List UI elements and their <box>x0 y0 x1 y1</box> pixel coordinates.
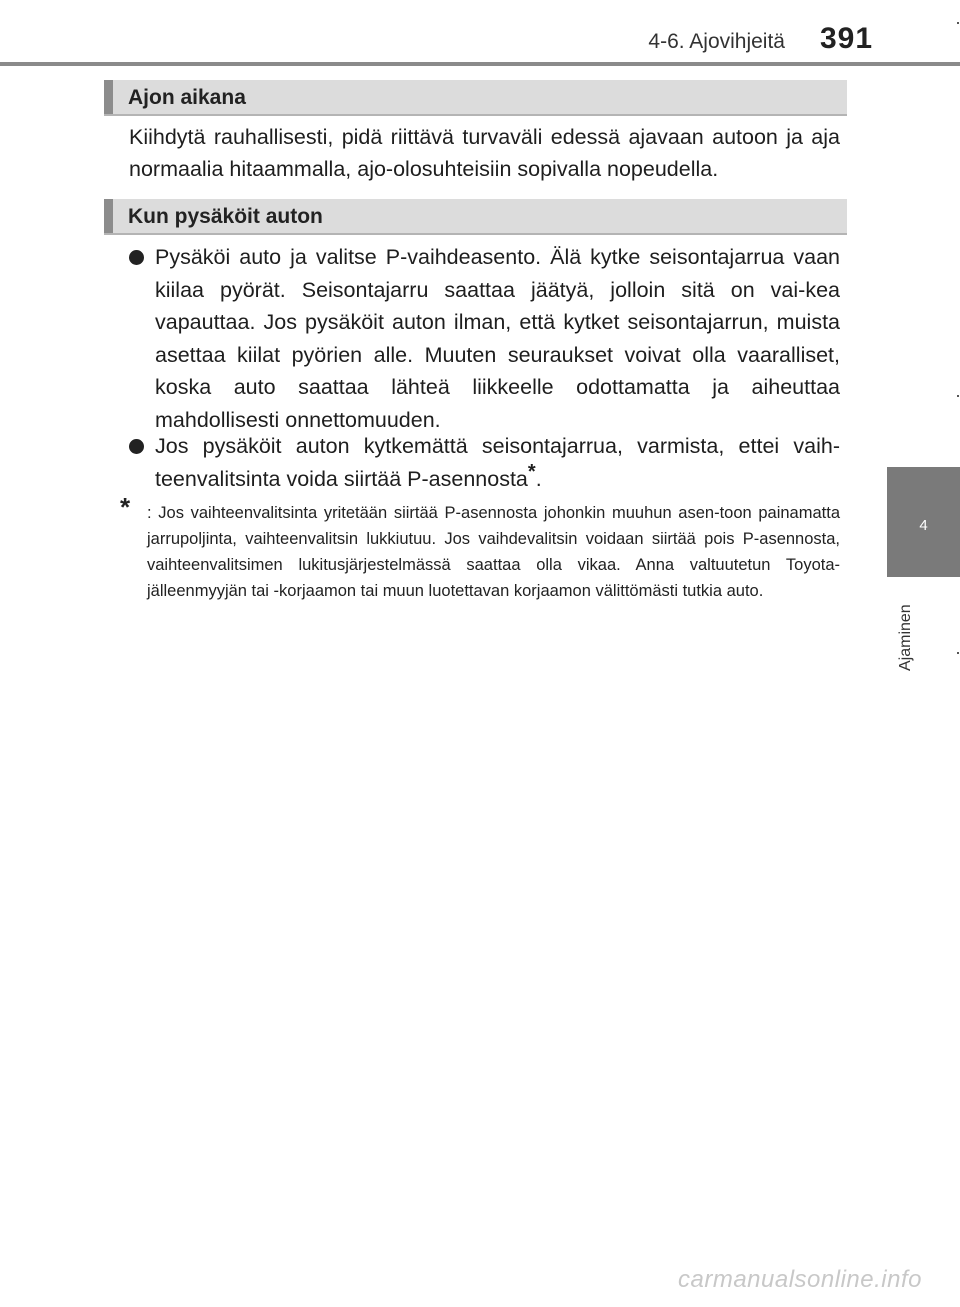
bullet-text-wrapper <box>155 430 840 495</box>
header-divider <box>0 62 960 66</box>
bullet-item <box>129 430 840 495</box>
heading-accent <box>104 80 113 114</box>
bullet-text: Pysäköi auto ja valitse P-vaihdeasento. Älä kytke seisontajarrua vaan kiilaa pyörät. Seisontajarru saattaa jäätyä, jolloin sitä on vai-kea vapauttaa. Jos pysäköit auton ilman, että kytket seisontajarrun, muista asettaa kiilat pyörien alle. Muuten seuraukset voivat olla vaaralliset, koska auto saattaa lähteä liikkeelle odottamatta ja aiheuttaa mahdollisesti onnettomuuden. <box>155 245 840 432</box>
footnote-text: : Jos vaihteenvalitsinta yritetään siirtää P-asennosta johonkin muuhun asen-toon painamatta jarrupoljinta, vaihteenvalitsin lukkiutuu. Jos vaihdevalitsin voidaan siirtää pois P-asennosta, vaihteenvalitsimen lukitusjärjestelmässä saattaa olla vikaa. Anna valtuutetun Toyota-jälleenmyyjän tai -korjaamon tai muun luotettavan korjaamon välittömästi tutkia auto. <box>147 504 840 600</box>
chapter-title: Ajaminen <box>897 604 914 671</box>
bullet-dot-icon <box>129 439 144 454</box>
heading-text: Ajon aikana <box>128 86 246 109</box>
margin-tick <box>957 395 959 397</box>
watermark: carmanualsonline.info <box>678 1266 922 1293</box>
bullet-dot-icon <box>129 250 144 265</box>
margin-tick <box>957 22 959 24</box>
heading-text: Kun pysäköit auton <box>128 205 323 228</box>
chapter-number: 4 <box>919 517 928 534</box>
heading-accent <box>104 199 113 233</box>
footnote <box>120 492 840 604</box>
chapter-tab <box>887 467 960 577</box>
section-heading-parking <box>104 199 847 235</box>
bullet-item <box>129 241 840 436</box>
driving-paragraph: Kiihdytä rauhallisesti, pidä riittävä turvaväli edessä ajavaan autoon ja aja normaalia hitaammalla, ajo-olosuhteisiin sopivalla nopeudella. <box>129 125 840 181</box>
section-title: 4-6. Ajovihjeitä <box>648 30 785 53</box>
bullet-text: Jos pysäköit auton kytkemättä seisontajarrua, varmista, ettei vaih-teenvalitsinta voida siirtää P-asennosta <box>155 434 840 491</box>
page-number: 391 <box>820 22 874 55</box>
margin-tick <box>957 652 959 654</box>
footnote-marker: * <box>120 492 131 522</box>
bullet-suffix: . <box>535 466 542 491</box>
section-heading-driving <box>104 80 847 116</box>
chapter-label <box>892 588 922 678</box>
footnote-ref: * <box>527 460 536 483</box>
